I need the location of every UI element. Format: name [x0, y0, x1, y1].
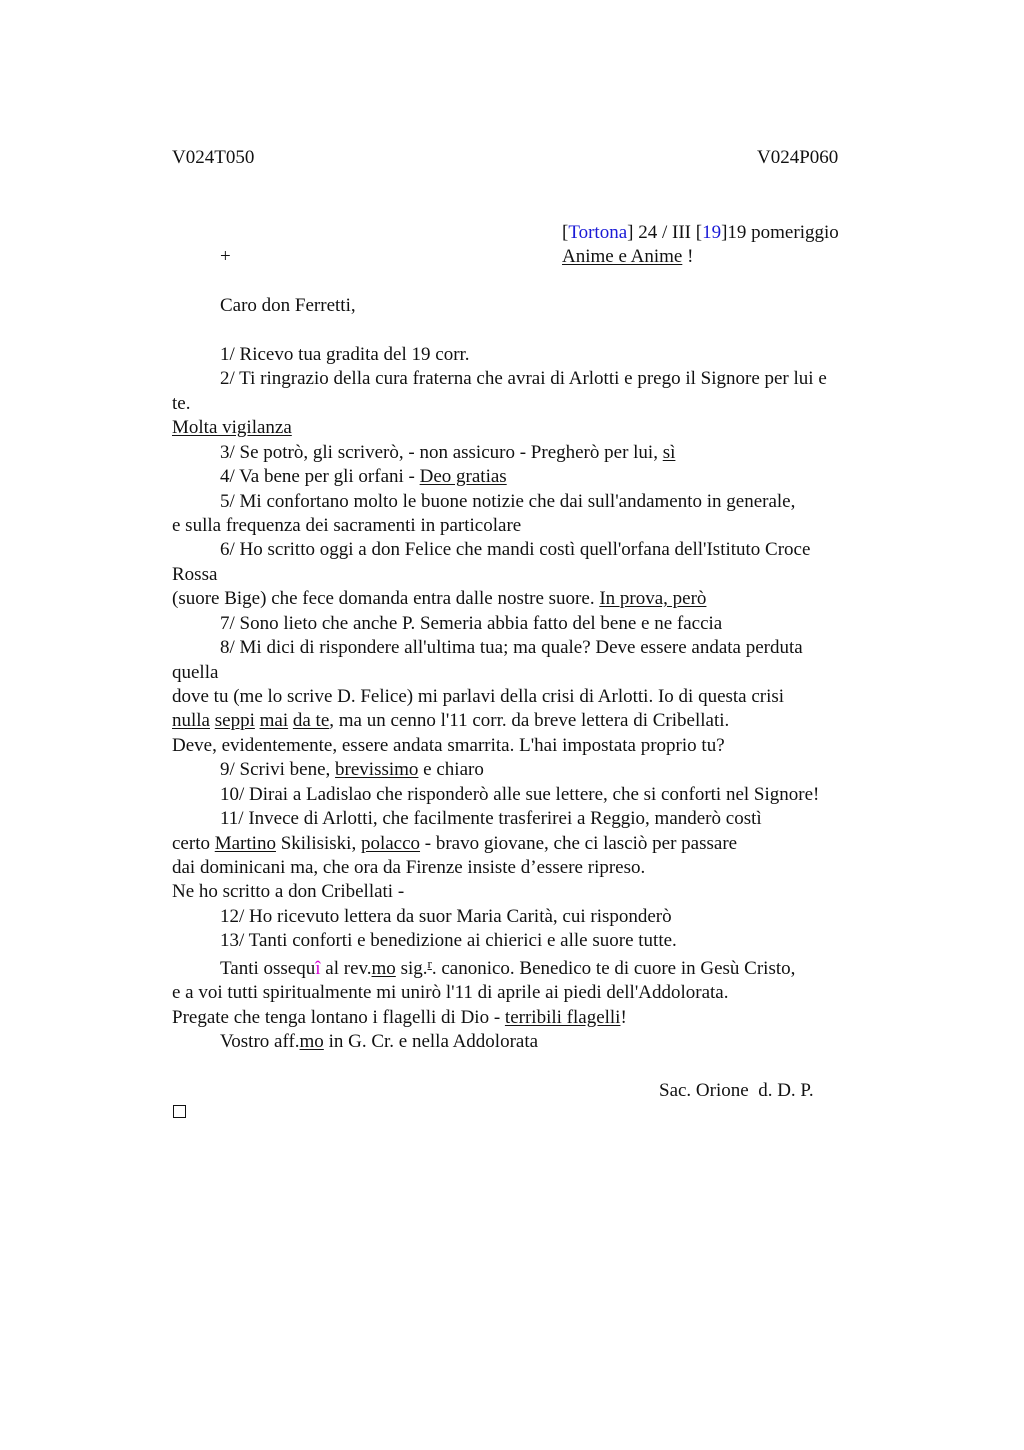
cross-mark: +: [220, 246, 231, 267]
dateline: [Tortona] 24 / III [19]19 pomeriggio: [562, 222, 839, 243]
letter-line: Rossa: [172, 564, 218, 585]
letter-line: Tanti ossequî al rev.mo sig.$^r$. canonico. Benedico te di cuore in Gesù Cristo,: [220, 956, 796, 979]
letter-line: (suore Bige) che fece domanda entra dalle nostre suore. In prova, però: [172, 588, 707, 609]
document-code-left: V024T050: [172, 147, 255, 168]
letter-line: 11/ Invece di Arlotti, che facilmente trasferirei a Reggio, manderò costì: [220, 808, 762, 829]
letter-line: Vostro aff.mo in G. Cr. e nella Addolorata: [220, 1031, 539, 1052]
letter-line: 13/ Tanti conforti e benedizione ai chierici e alle suore tutte.: [220, 930, 677, 951]
letter-line: 7/ Sono lieto che anche P. Semeria abbia fatto del bene e ne faccia: [220, 613, 723, 634]
letter-line: 9/ Scrivi bene, brevissimo e chiaro: [220, 759, 484, 780]
motto: Anime e Anime !: [562, 246, 694, 267]
place-name: Tortona: [568, 222, 628, 243]
letter-line: e a voi tutti spiritualmente mi unirò l'11 di aprile ai piedi dell'Addolorata.: [172, 982, 729, 1003]
letter-line: 12/ Ho ricevuto lettera da suor Maria Carità, cui risponderò: [220, 906, 672, 927]
letter-line: 8/ Mi dici di rispondere all'ultima tua; ma quale? Deve essere andata perduta: [220, 637, 803, 658]
letter-line: certo Martino Skilisiski, polacco - bravo giovane, che ci lasciò per passare: [172, 833, 738, 854]
letter-line: quella: [172, 662, 219, 683]
letter-line: nulla seppi mai da te, ma un cenno l'11 corr. da breve lettera di Cribellati.: [172, 710, 730, 731]
signature: Sac. Orione d. D. P.: [659, 1080, 814, 1101]
letter-line: 3/ Se potrò, gli scriverò, - non assicuro - Pregherò per lui, sì: [220, 442, 676, 463]
letter-line: te.: [172, 393, 191, 414]
letter-line: 2/ Ti ringrazio della cura fraterna che avrai di Arlotti e prego il Signore per lui e: [220, 368, 827, 389]
century-digits: 19: [702, 222, 722, 243]
letter-line: Pregate che tenga lontano i flagelli di Dio - terribili flagelli!: [172, 1007, 627, 1028]
salutation: Caro don Ferretti,: [220, 295, 356, 316]
letter-line: dove tu (me lo scrive D. Felice) mi parlavi della crisi di Arlotti. Io di questa crisi: [172, 686, 785, 707]
letter-line: 4/ Va bene per gli orfani - Deo gratias: [220, 466, 507, 487]
letter-line: Deve, evidentemente, essere andata smarrita. L'hai impostata proprio tu?: [172, 735, 725, 756]
letter-line: e sulla frequenza dei sacramenti in particolare: [172, 515, 522, 536]
letter-line: Molta vigilanza: [172, 417, 292, 438]
letter-line: dai dominicani ma, che ora da Firenze insiste d’essere ripreso.: [172, 857, 646, 878]
letter-line: Ne ho scritto a don Cribellati -: [172, 881, 405, 902]
empty-box-icon: [173, 1105, 186, 1118]
letter-line: 10/ Dirai a Ladislao che risponderò alle sue lettere, che si conforti nel Signore!: [220, 784, 820, 805]
letter-line: 6/ Ho scritto oggi a don Felice che mandi costì quell'orfana dell'Istituto Croce: [220, 539, 811, 560]
document-code-right: V024P060: [757, 147, 839, 168]
letter-line: 1/ Ricevo tua gradita del 19 corr.: [220, 344, 470, 365]
letter-line: 5/ Mi confortano molto le buone notizie che dai sull'andamento in generale,: [220, 491, 796, 512]
